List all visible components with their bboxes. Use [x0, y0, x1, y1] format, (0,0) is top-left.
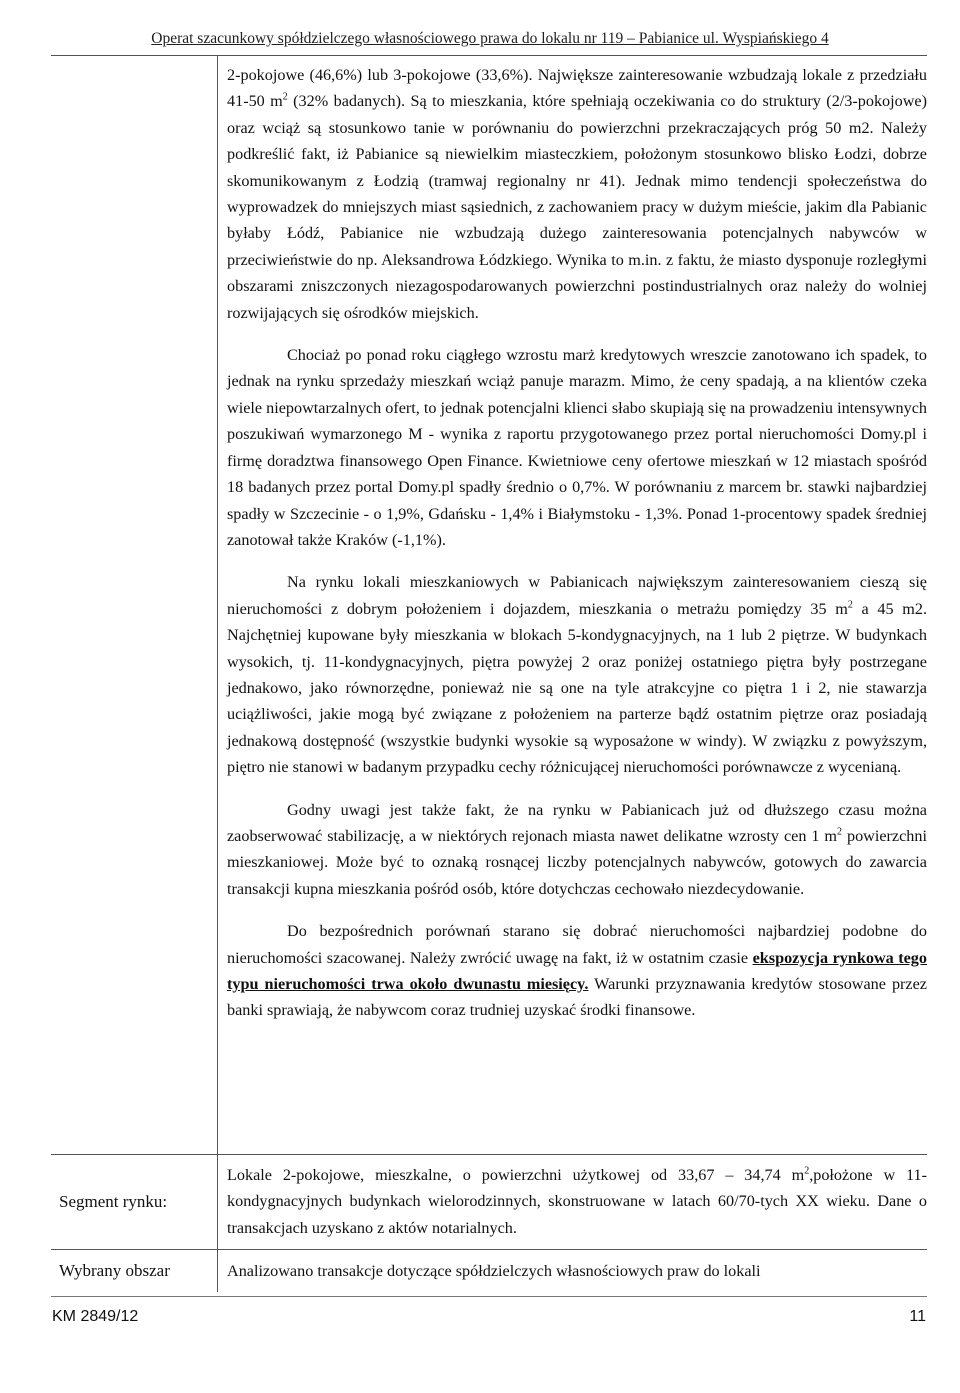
content-table: [51, 55, 927, 1292]
segment-label: Segment rynku:: [59, 1192, 168, 1211]
row-divider: [51, 1154, 927, 1155]
paragraph-4: Godny uwagi jest także fakt, że na rynku w Pabianicach już od dłuższego czasu można zaobserwować stabilizację, a w niektórych rejonach miasta nawet delikatne wzrosty cen 1 $m^2$ powierzchni mieszkaniowej. Może być to oznaką rosnącej liczby potencjalnych nabywców, gotowych do zawarcia transakcji kupna mieszkania pośród osób, które dotychczas cechowało niezdecydowanie.: [227, 800, 927, 898]
market-exposure-highlight: ekspozycja rynkowa tego typu nieruchomości trwa około dwunastu miesięcy.: [227, 948, 927, 993]
document-header: Operat szacunkowy spółdzielczego własnościowego prawa do lokalu nr 119 – Pabianice ul. Wyspiańskiego 4: [151, 30, 829, 47]
row-divider: [51, 1249, 927, 1250]
segment-description: Lokale 2-pokojowe, mieszkalne, o powierzchni użytkowej od 33,67 – 34,74 $m^2,położone$ w 11-kondygnacyjnych budynkach wielorodzinnych, skonstruowane w latach 60/70-tych XX wieku. Dane o transakcjach uzyskano z aktów notarialnych.: [227, 1165, 927, 1237]
document-id: KM 2849/12: [52, 1308, 139, 1325]
paragraph-3: Na rynku lokali mieszkaniowych w Pabianicach największym zainteresowaniem cieszą się nieruchomości z dobrym położeniem i dojazdem, mieszkania o metrażu pomiędzy 35 $m^2$ a 45 m2. Najchętniej kupowane były mieszkania w blokach 5-kondygnacyjnych, na 1 lub 2 piętrze. W budynkach wysokich, tj. 11-kondygnacyjnych, piętra powyżej 2 oraz poniżej ostatniego piętra były postrzegane jednakowo, jako równorzędne, ponieważ nie są one na tyle atrakcyjne co piętra 1 i 2, nie stawarzja uciążliwości, jakie mogą być związane z położeniem na parterze bądź ostatnim piętrze oraz posiadają jednakową dostępność (wszystkie budynki wysokie są wyposażone w windy). W związku z powyższym, piętro nie stanowi w badanym przypadku cechy różnicującej nieruchomości porównawcze z wycenianą.: [227, 573, 927, 777]
page-number: 11: [909, 1308, 926, 1325]
footer-divider: [51, 1296, 927, 1297]
area-label: Wybrany obszar: [59, 1261, 170, 1280]
label-column: [51, 56, 218, 1292]
paragraph-1: 2-pokojowe (46,6%) lub 3-pokojowe (33,6%). Największe zainteresowanie wzbudzają lokale z przedziału 41-50 $m^2$ (32% badanych). Są to mieszkania, które spełniają oczekiwania co do struktury (2/3-pokojowe) oraz wciąż są stosunkowo tanie w porównaniu do powierzchni przekraczających próg 50 m2. Należy podkreślić fakt, iż Pabianice są niewielkim miasteczkiem, położonym stosunkowo blisko Łodzi, dobrze skomunikowanym z Łodzią (tramwaj regionalny nr 41). Jednak mimo tendencji społeczeństwa do wyprowadzek do mniejszych miast sąsiednich, z zachowaniem pracy w dużym mieście, jakim dla Pabianic byłaby Łódź, Pabianice nie wzbudzają dużego zainteresowania potencjalnych nabywców w przeciwieństwie do np. Aleksandrowa Łódzkiego. Wynika to m.in. z faktu, że miasto dysponuje rozległymi obszarami zniszczonych niezagospodarowanych powierzchni postindustrialnych oraz należy do wolniej rozwijających się ośrodków miejskich.: [227, 66, 927, 322]
area-description: Analizowano transakcje dotyczące spółdzielczych własnościowych praw do lokali: [227, 1262, 761, 1280]
market-analysis-text: [227, 62, 927, 1024]
paragraph-5: Do bezpośrednich porównań starano się dobrać nieruchomości najbardziej podobne do nieruchomości szacowanej. Należy zwrócić uwagę na fakt, iż w ostatnim czasie ekspozycja rynkowa tego typu nieruchomości trwa około dwunastu miesięcy. Warunki przyznawania kredytów stosowane przez banki sprawiają, że nabywcom coraz trudniej uzyskać środki finansowe.: [227, 922, 927, 1020]
paragraph-2: Chociaż po ponad roku ciągłego wzrostu marż kredytowych wreszcie zanotowano ich spadek, to jednak na rynku sprzedaży mieszkań wciąż panuje marazm. Mimo, że ceny spadają, a na klientów czeka wiele niepowtarzalnych ofert, to jednak potencjalni klienci słabo skupiają się na prowadzeniu intensywnych poszukiwań wymarzonego M - wynika z raportu przygotowanego przez portal nieruchomości Domy.pl i firmę doradztwa finansowego Open Finance. Kwietniowe ceny ofertowe mieszkań w 12 miastach spośród 18 badanych przez portal Domy.pl spadły średnio o 0,7%. W porównaniu z marcem br. stawki najbardziej spadły w Szczecinie - o 1,9%, Gdańsku - 1,4% i Białymstoku - 1,3%. Ponad 1-procentowy spadek średniej zanotował także Kraków (-1,1%).: [227, 346, 927, 549]
